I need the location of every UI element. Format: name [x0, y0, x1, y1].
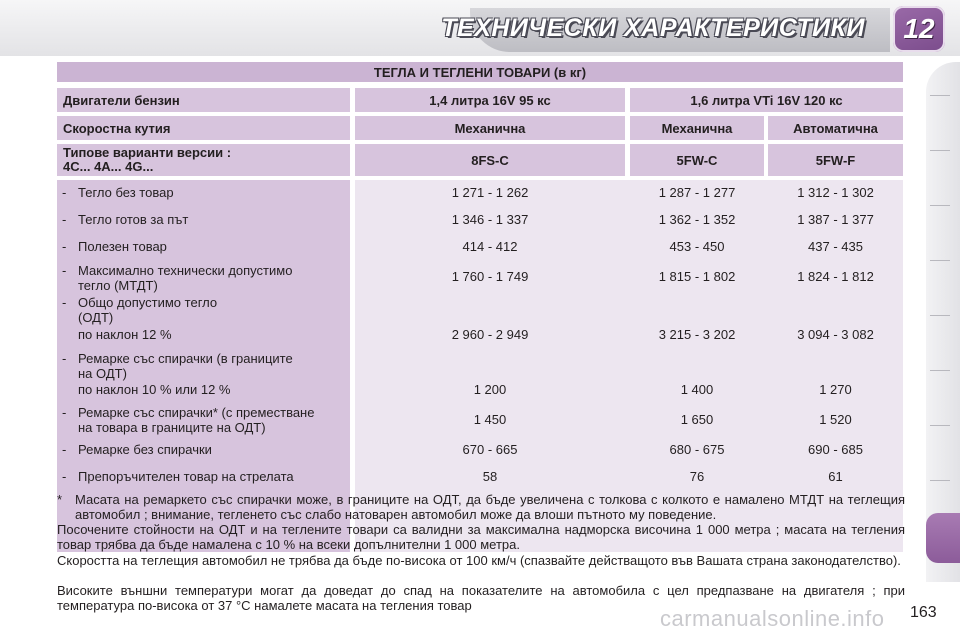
side-tab-divider — [930, 260, 950, 261]
page-number: 163 — [910, 604, 937, 621]
row-label-text: Тегло готов за път — [78, 212, 189, 227]
row-value-3: 61 — [828, 469, 843, 484]
table-row-label — [62, 469, 294, 484]
row-dash: - — [62, 351, 67, 366]
row-value-3: 3 094 - 3 082 — [797, 327, 874, 342]
row-dash: - — [62, 185, 67, 200]
note-paragraph-2: Скоростта на теглещия автомобил не трябва да бъде по-висока от 100 км/ч (спазвайте действащото във Вашата страна законодателство). — [57, 553, 901, 568]
gearbox-row — [57, 116, 903, 140]
variant-1: 8FS-C — [355, 144, 625, 176]
watermark: carmanualsonline.info — [660, 606, 885, 631]
row-value-2: 680 - 675 — [669, 442, 725, 457]
row-value-3: 1 520 — [819, 412, 852, 427]
row-label-text: Максимално технически допустимо — [78, 263, 293, 278]
row-label-text-2: (ОДТ) — [78, 310, 114, 325]
row-value-2: 453 - 450 — [669, 239, 725, 254]
row-value-1: 414 - 412 — [462, 239, 518, 254]
side-tab-divider — [930, 150, 950, 151]
engine-1: 1,4 литра 16V 95 кс — [355, 88, 625, 112]
table-row-label — [62, 295, 217, 325]
variants-label-line-2: 4C... 4A... 4G... — [63, 159, 154, 174]
row-dash: - — [62, 239, 67, 254]
row-value-3: 1 824 - 1 812 — [797, 269, 874, 284]
row-label-text: Ремарке без спирачки — [78, 442, 212, 457]
row-label-text: по наклон 10 % или 12 % — [78, 382, 231, 397]
row-dash: - — [62, 442, 67, 457]
side-tab-divider — [930, 425, 950, 426]
row-value-2: 1 650 — [680, 412, 714, 427]
row-label-text: по наклон 12 % — [78, 327, 172, 342]
side-tab-divider — [930, 480, 950, 481]
variants-row — [57, 144, 903, 176]
table-row-label — [62, 212, 188, 227]
row-value-3: 437 - 435 — [808, 239, 863, 254]
variant-2: 5FW-C — [630, 144, 764, 176]
row-label-text-2: тегло (МТДТ) — [78, 278, 158, 293]
table-row-label — [62, 442, 212, 457]
row-value-2: 1 287 - 1 277 — [658, 185, 736, 200]
side-tab-divider — [930, 205, 950, 206]
row-dash: - — [62, 469, 67, 484]
engine-2: 1,6 литра VTi 16V 120 кс — [630, 88, 903, 112]
row-value-2: 1 362 - 1 352 — [658, 212, 736, 227]
engines-label: Двигатели бензин — [57, 88, 350, 112]
row-value-1: 1 450 — [473, 412, 507, 427]
table-row-label — [62, 382, 230, 397]
row-value-1: 58 — [482, 469, 498, 484]
row-value-1: 1 271 - 1 262 — [451, 185, 529, 200]
row-label-text: Тегло без товар — [78, 185, 174, 200]
gearbox-3: Автоматична — [768, 116, 903, 140]
footnote — [57, 492, 905, 522]
row-value-3: 1 387 - 1 377 — [797, 212, 874, 227]
chapter-badge[interactable]: 12 — [893, 6, 945, 52]
variants-label — [57, 144, 350, 176]
variant-3: 5FW-F — [768, 144, 903, 176]
variants-label-line-1: Типове варианти версии : — [63, 145, 232, 160]
table-row-label — [62, 185, 174, 200]
gearbox-1: Механична — [355, 116, 625, 140]
note-paragraph-3: Високите външни температури могат да доведат до спад на показателите на автомобила с цел предпазване на двигателя ; при температура по-висока от 37 °C намалете масата на тегления товар — [57, 583, 905, 613]
row-label-text-2: на товара в границите на ОДТ) — [78, 420, 266, 435]
table-row-label — [62, 351, 293, 381]
row-value-2: 1 400 — [680, 382, 714, 397]
table-row-label — [62, 405, 314, 435]
row-label-text: Полезен товар — [78, 239, 167, 254]
row-label-text: Общо допустимо тегло — [78, 295, 218, 310]
row-label-text: Ремарке със спирачки* (с преместване — [78, 405, 315, 420]
row-value-3: 1 312 - 1 302 — [797, 185, 874, 200]
row-value-2: 76 — [689, 469, 705, 484]
row-dash: - — [62, 263, 67, 278]
row-label-text-2: на ОДТ) — [78, 366, 127, 381]
footnote-star: * — [57, 492, 63, 507]
row-label-text: Препоръчителен товар на стрелата — [78, 469, 294, 484]
row-value-1: 2 960 - 2 949 — [451, 327, 529, 342]
row-value-1: 1 760 - 1 749 — [451, 269, 529, 284]
row-value-1: 1 346 - 1 337 — [451, 212, 529, 227]
table-title-row — [57, 62, 903, 82]
engines-row — [57, 88, 903, 112]
table-title: ТЕГЛА И ТЕГЛЕНИ ТОВАРИ (в кг) — [57, 62, 903, 82]
row-value-1: 670 - 665 — [462, 442, 518, 457]
note-paragraph-1: Посочените стойности на ОДТ и на теглените товари са валидни за максимална надморска височина 1 000 метра ; масата на тегления товар трябва да бъде намалена с 10 % на всеки допълнителни 1 000 метра. — [57, 522, 905, 552]
table-row-label — [62, 239, 167, 254]
side-tab-divider — [930, 315, 950, 316]
side-tab-rail — [926, 62, 960, 582]
side-tab-active[interactable] — [926, 513, 960, 563]
side-tab-divider — [930, 370, 950, 371]
gearbox-label: Скоростна кутия — [57, 116, 350, 140]
gearbox-2: Механична — [630, 116, 764, 140]
page-title: ТЕХНИЧЕСКИ ХАРАКТЕРИСТИКИ — [441, 14, 865, 42]
row-value-2: 3 215 - 3 202 — [658, 327, 736, 342]
row-value-1: 1 200 — [473, 382, 507, 397]
row-dash: - — [62, 212, 67, 227]
footnote-text: Масата на ремаркето със спирачки може, в границите на ОДТ, да бъде увеличена с толкова с колкото е намалено МТДТ на теглещия автомобил ; внимание, тегленето със слабо натоварен автомобил може да влоши пътното му поведение. — [75, 492, 905, 522]
row-value-3: 1 270 — [819, 382, 852, 397]
row-label-text: Ремарке със спирачки (в границите — [78, 351, 293, 366]
row-dash: - — [62, 405, 67, 420]
table-row-label — [62, 327, 172, 342]
row-value-2: 1 815 - 1 802 — [658, 269, 736, 284]
row-dash: - — [62, 295, 67, 310]
row-value-3: 690 - 685 — [808, 442, 863, 457]
table-row-label — [62, 263, 292, 293]
side-tab-divider — [930, 95, 950, 96]
